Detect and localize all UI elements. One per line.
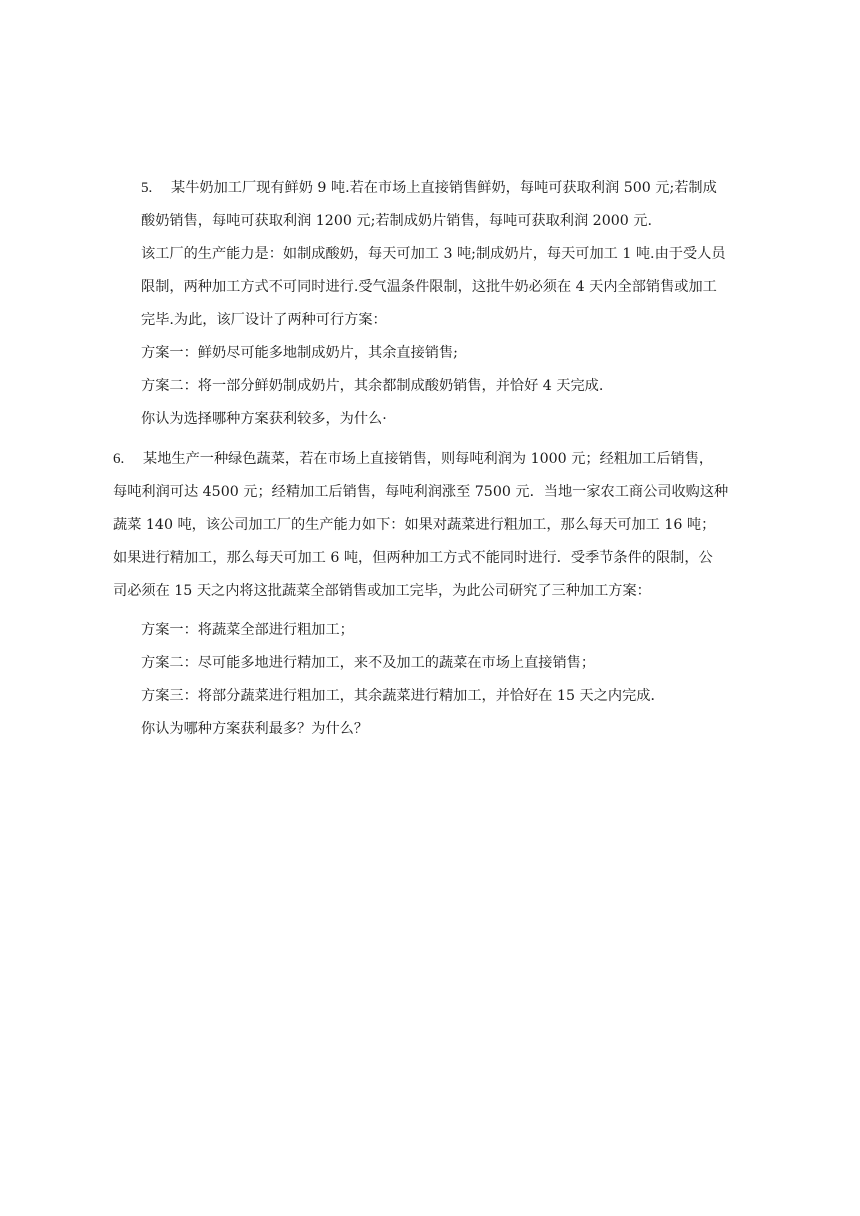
problem-6-text: 某地生产一种绿色蔬菜，若在市场上直接销售，则每吨利润为 1000 元；经粗加工后销售， <box>143 451 714 467</box>
problem-6-line-1 <box>113 449 713 469</box>
problem-6-line-3: 蔬菜 140 吨，该公司加工厂的生产能力如下：如果对蔬菜进行粗加工，那么每天可加工 16 吨； <box>113 517 716 533</box>
problem-6-number: 6. <box>113 451 125 467</box>
problem-5-line-5: 完毕.为此，该厂设计了两种可行方案： <box>141 312 387 328</box>
problem-6-option-2: 方案二：尽可能多地进行精加工，来不及加工的蔬菜在市场上直接销售； <box>141 655 596 671</box>
problem-6-line-4: 如果进行精加工，那么每天可加工 6 吨，但两种加工方式不能同时进行．受季节条件的限制，公 <box>113 550 713 566</box>
problem-5-text: 某牛奶加工厂现有鲜奶 9 吨.若在市场上直接销售鲜奶，每吨可获取利润 500 元;若制成 <box>171 180 717 196</box>
problem-5-option-1: 方案一：鲜奶尽可能多地制成奶片，其余直接销售; <box>141 345 458 361</box>
problem-6-option-1: 方案一：将蔬菜全部进行粗加工； <box>141 622 354 638</box>
problem-5-line-4: 限制，两种加工方式不可同时进行.受气温条件限制，这批牛奶必须在 4 天内全部销售或加工 <box>141 279 717 295</box>
problem-6-option-3: 方案三：将部分蔬菜进行粗加工，其余蔬菜进行精加工，并恰好在 15 天之内完成． <box>141 688 665 704</box>
problem-6-line-5: 司必须在 15 天之内将这批蔬菜全部销售或加工完毕，为此公司研究了三种加工方案： <box>113 583 651 599</box>
problem-5-option-2: 方案二：将一部分鲜奶制成奶片，其余都制成酸奶销售，并恰好 4 天完成. <box>141 378 604 394</box>
problem-5-question: 你认为选择哪种方案获利较多，为什么· <box>141 411 387 427</box>
problem-6-line-2: 每吨利润可达 4500 元；经精加工后销售，每吨利润涨至 7500 元．当地一家农工商公司收购这种 <box>113 484 729 500</box>
problem-5-line-1 <box>141 178 717 198</box>
problem-5-number: 5. <box>141 180 153 196</box>
problem-5-line-2: 酸奶销售，每吨可获取利润 1200 元;若制成奶片销售，每吨可获取利润 2000 元. <box>141 213 652 229</box>
problem-6-question: 你认为哪种方案获利最多？为什么？ <box>141 721 369 737</box>
problem-5-line-3: 该工厂的生产能力是：如制成酸奶，每天可加工 3 吨;制成奶片，每天可加工 1 吨.由于受人员 <box>141 246 726 262</box>
